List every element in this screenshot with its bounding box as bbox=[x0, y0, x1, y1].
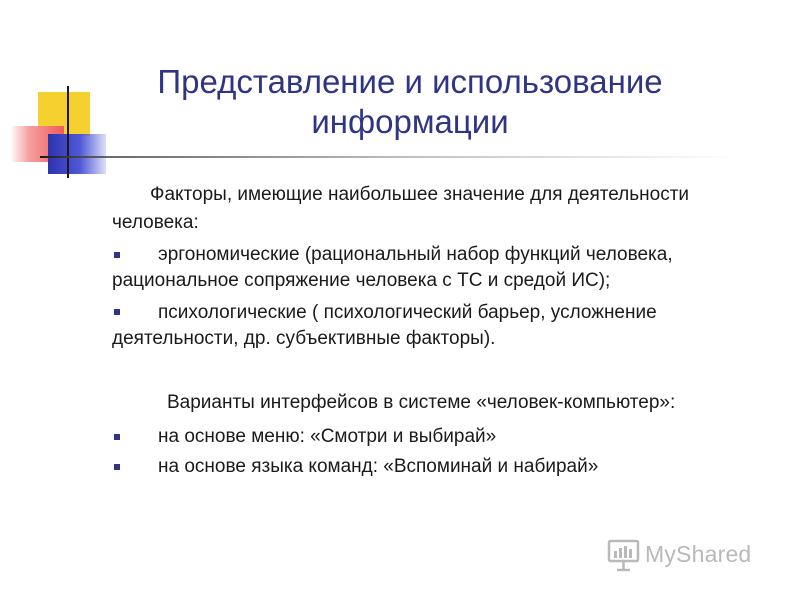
bullet-marker bbox=[114, 252, 120, 258]
bullet-psychological-line-1: психологические ( психологический барьер, усложнение bbox=[158, 302, 657, 323]
bullet-command-language: на основе языка команд: «Вспоминай и набирай» bbox=[158, 456, 599, 477]
watermark-text: MyShared bbox=[645, 541, 752, 567]
title-line-1: Представление и использование bbox=[157, 63, 663, 100]
bullet-ergonomic-line-1: эргономические (рациональный набор функций человека, bbox=[158, 244, 673, 265]
bullet-menu: на основе меню: «Смотри и выбирай» bbox=[158, 426, 497, 447]
bullet-marker bbox=[114, 434, 120, 440]
variants-intro: Варианты интерфейсов в системе «человек-компьютер»: bbox=[167, 392, 676, 413]
vertical-rule bbox=[67, 86, 69, 178]
bullet-psychological-line-2: деятельности, др. субъективные факторы). bbox=[112, 328, 496, 349]
bullet-ergonomic-line-2: рациональное сопряжение человека с ТС и средой ИС); bbox=[112, 270, 611, 291]
bullet-marker bbox=[114, 309, 120, 315]
factors-intro: Факторы, имеющие наибольшее значение для деятельности bbox=[150, 184, 690, 205]
horizontal-rule bbox=[40, 156, 740, 158]
title-line-2: информации bbox=[311, 103, 509, 140]
presentation-board-icon bbox=[607, 538, 641, 572]
slide-title bbox=[130, 62, 690, 142]
myshared-watermark bbox=[607, 538, 777, 572]
bullet-marker bbox=[114, 464, 120, 470]
blue-square bbox=[48, 134, 106, 174]
factors-intro-continued: человека: bbox=[112, 212, 199, 233]
